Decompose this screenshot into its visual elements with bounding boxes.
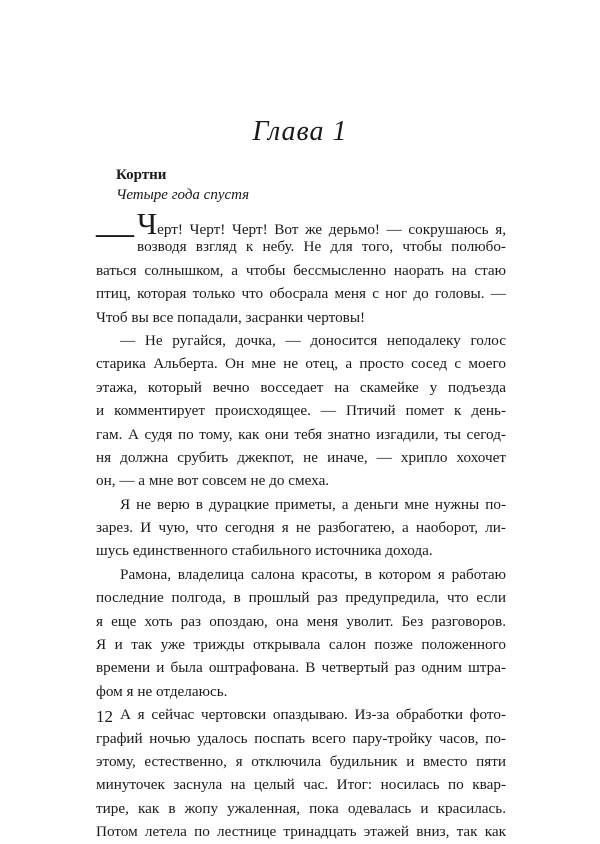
text-line: Я не верю в дурацкие приметы, а деньги мне нужны по-: [120, 495, 506, 513]
text-line: — Не ругайся, дочка, — доносится неподалеку голос: [120, 331, 506, 349]
text-line: А я сейчас чертовски опаздываю. Из-за обработки фото-: [120, 706, 506, 724]
text-line: тире, как в жопу ужаленная, пока одевалась и красилась.: [96, 799, 506, 817]
opening-dash: —: [96, 212, 134, 254]
text-line: зарез. И чую, что сегодня я не разбогатею, а наоборот, ли-: [96, 519, 506, 537]
text-line: времени и была оштрафована. В четвертый раз одним штра-: [96, 659, 506, 677]
text-line: Рамона, владелица салона красоты, в котором я работаю: [120, 565, 506, 583]
text-line: я еще хоть раз опоздаю, она меня уволит. Без разговоров.: [96, 612, 506, 630]
text-line: последние полгода, в прошлый раз предупредила, что если: [96, 589, 506, 607]
drop-cap: Ч: [137, 206, 158, 241]
first-line-rest: ерт! Черт! Черт! Вот же дерьмо! — сокрушаюсь я,: [157, 221, 506, 238]
chapter-body: [96, 206, 506, 844]
text-line: фом я не отделаюсь.: [96, 682, 228, 700]
text-line: он, — а мне вот совсем не до смеха.: [96, 472, 330, 490]
text-line: ваться солнышком, а чтобы бессмысленно наорать на стаю: [96, 261, 506, 279]
text-line: Я и так уже трижды открывала салон позже положенного: [96, 636, 506, 654]
pov-character-name: Кортни: [116, 167, 167, 183]
text-line: ня должна срубить джекпот, не иначе, — хрипло хохочет: [96, 448, 506, 466]
chapter-title: Глава 1: [252, 116, 348, 147]
text-line: этому, естественно, я отключила будильник и вместо пяти: [96, 752, 506, 770]
text-line: старика Альберта. Он мне не отец, а просто сосед с моего: [96, 355, 506, 373]
page-number: 12: [96, 707, 113, 726]
text-line: Чтоб вы все попадали, засранки чертовы!: [96, 308, 366, 326]
text-line: минуточек заснула на целый час. Итог: носилась по квар-: [96, 776, 506, 794]
text-line: и комментирует происходящее. — Птичий помет к день-: [96, 402, 506, 420]
text-line: птиц, которая только что обосрала меня с ног до головы. —: [96, 285, 506, 303]
text-line: Потом летела по лестнице тринадцать этажей вниз, так как: [96, 823, 506, 841]
text-line: этажа, который вечно восседает на скамейке у подъезда: [96, 378, 506, 396]
time-subtitle: Четыре года спустя: [116, 187, 250, 203]
first-line-text: [137, 206, 506, 241]
text-line: графий ночью удалось поспать всего пару-тройку часов, по-: [96, 729, 506, 747]
text-line: гам. А судя по тому, как они тебя знатно изгадили, ты сегод-: [96, 425, 506, 443]
text-line: шусь единственного стабильного источника дохода.: [96, 542, 433, 560]
text-line: возводя взгляд к небу. Не для того, чтобы полюбо-: [137, 238, 506, 256]
